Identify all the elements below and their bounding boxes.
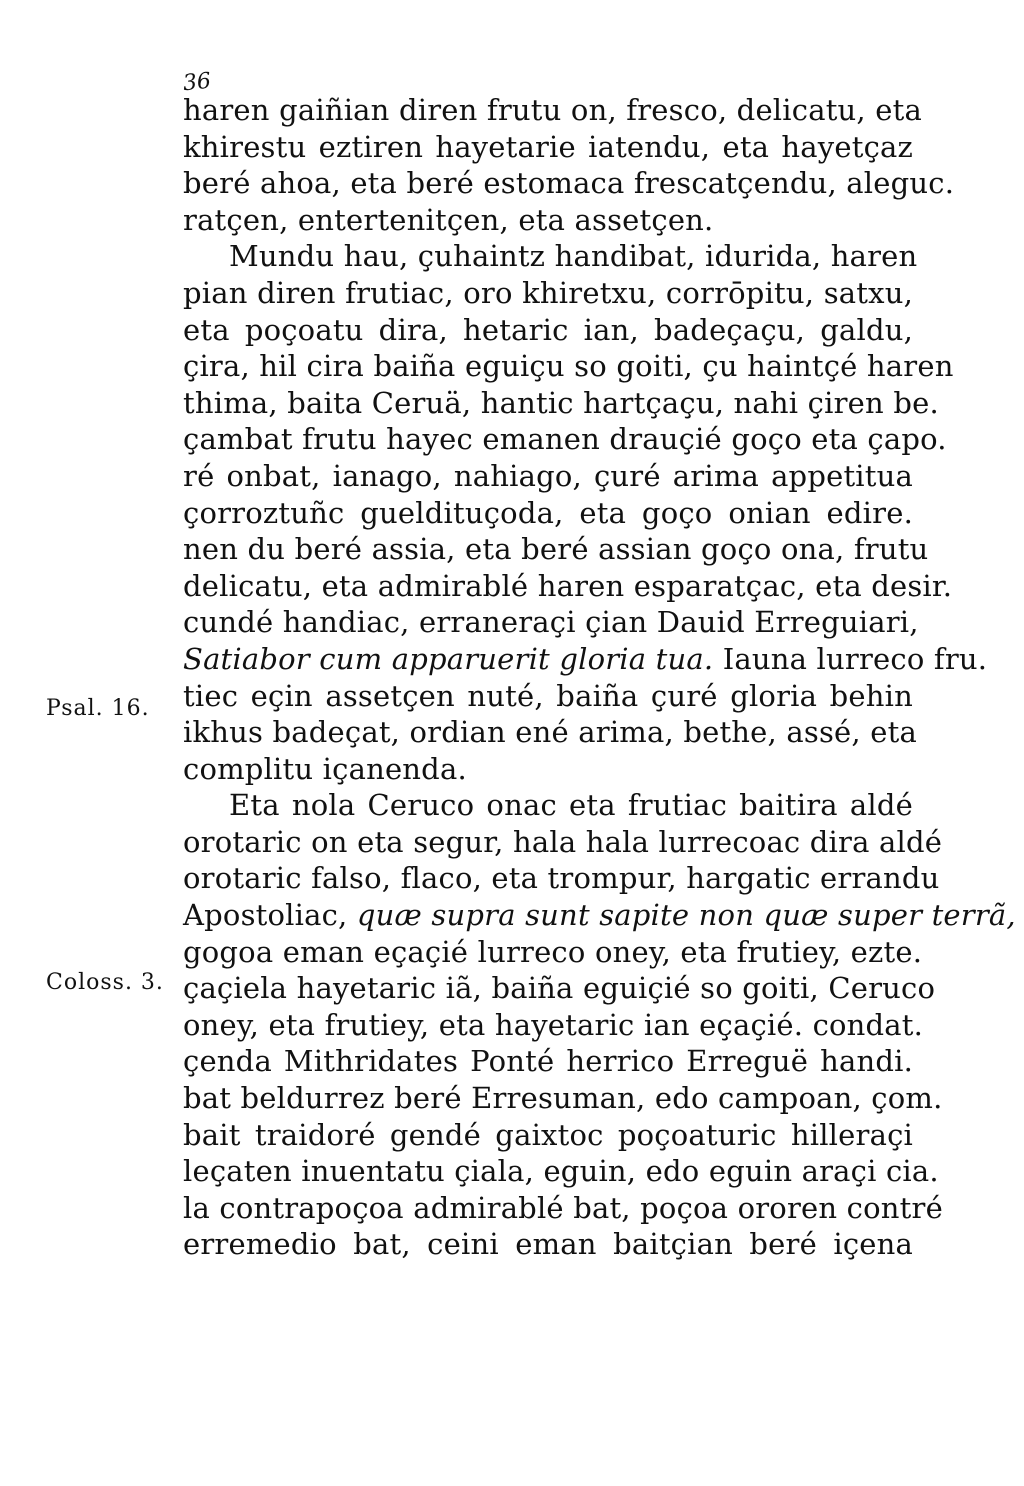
text-line: çenda Mithridates Ponté herrico Erreguë handi. <box>183 1044 913 1079</box>
text-line: çira, hil cira baiña eguiçu so goiti, çu haintçé haren <box>183 349 954 384</box>
text-line: leçaten inuentatu çiala, eguin, edo eguin araçi cia. <box>183 1154 939 1189</box>
text-line: erremedio bat, ceini eman baitçian beré içena <box>183 1227 913 1262</box>
text-line: ratçen, entertenitçen, eta assetçen. <box>183 202 714 237</box>
text-line: bait traidoré gendé gaixtoc poçoaturic hilleraçi <box>183 1117 913 1152</box>
latin-quote-line: Apostoliac, quæ supra sunt sapite non quæ super terrã, <box>183 898 1016 933</box>
text-line: ré onbat, ianago, nahiago, çuré arima appetitua <box>183 458 913 493</box>
text-line: eta poçoatu dira, hetaric ian, badeçaçu, galdu, <box>183 312 913 347</box>
text-line: çorroztuñc gueldituçoda, eta goço onian edire. <box>183 495 913 530</box>
body-text <box>183 92 1016 1263</box>
page-number: 36 <box>181 68 213 97</box>
paragraph-start-line: Eta nola Ceruco onac eta frutiac baitira aldé <box>229 788 913 823</box>
text-line: khirestu eztiren hayetarie iatendu, eta hayetçaz <box>183 129 913 164</box>
text-line: orotaric on eta segur, hala hala lurrecoac dira aldé <box>183 824 943 859</box>
text-line: gogoa eman eçaçié lurreco oney, eta frutiey, ezte. <box>183 934 923 969</box>
paragraph-start-line: Mundu hau, çuhaintz handibat, idurida, haren <box>229 239 918 274</box>
text-line: complitu içanenda. <box>183 751 467 786</box>
text-line: pian diren frutiac, oro khiretxu, corrōpitu, satxu, <box>183 275 913 310</box>
text-line: delicatu, eta admirablé haren esparatçac, eta desir. <box>183 568 953 603</box>
text-line: ikhus badeçat, ordian ené arima, bethe, assé, eta <box>183 715 917 750</box>
text-line: tiec eçin assetçen nuté, baiña çuré gloria behin <box>183 678 913 713</box>
latin-quotation: quæ supra sunt sapite non quæ super terrã, <box>356 898 1016 933</box>
text-line: cundé handiac, erraneraçi çian Dauid Erreguiari, <box>183 605 919 640</box>
text-line: bat beldurrez beré Erresuman, edo campoan, çom. <box>183 1081 943 1116</box>
text-line: nen du beré assia, eta beré assian goço ona, frutu <box>183 532 929 567</box>
text-line: oney, eta frutiey, eta hayetaric ian eçaçié. condat. <box>183 1007 924 1042</box>
text-line: beré ahoa, eta beré estomaca frescatçendu, aleguc. <box>183 166 955 201</box>
text-line: haren gaiñian diren frutu on, fresco, delicatu, eta <box>183 93 922 127</box>
text-line: çambat frutu hayec emanen drauçié goço eta çapo. <box>183 422 947 457</box>
latin-quotation: Satiabor cum apparuerit gloria tua. <box>183 641 714 676</box>
text-line: la contrapoçoa admirablé bat, poçoa ororen contré <box>183 1190 943 1225</box>
text-line: çaçiela hayetaric iã, baiña eguiçié so goiti, Ceruco <box>183 971 936 1006</box>
text-line: thima, baita Ceruä, hantic hartçaçu, nahi çiren be. <box>183 385 939 420</box>
margin-note-colossians: Coloss. 3. <box>46 970 164 995</box>
latin-quote-line: Satiabor cum apparuerit gloria tua. Iauna lurreco fru. <box>183 641 988 676</box>
text-line: orotaric falso, flaco, eta trompur, hargatic errandu <box>183 861 940 896</box>
margin-note-psalm: Psal. 16. <box>46 696 150 721</box>
